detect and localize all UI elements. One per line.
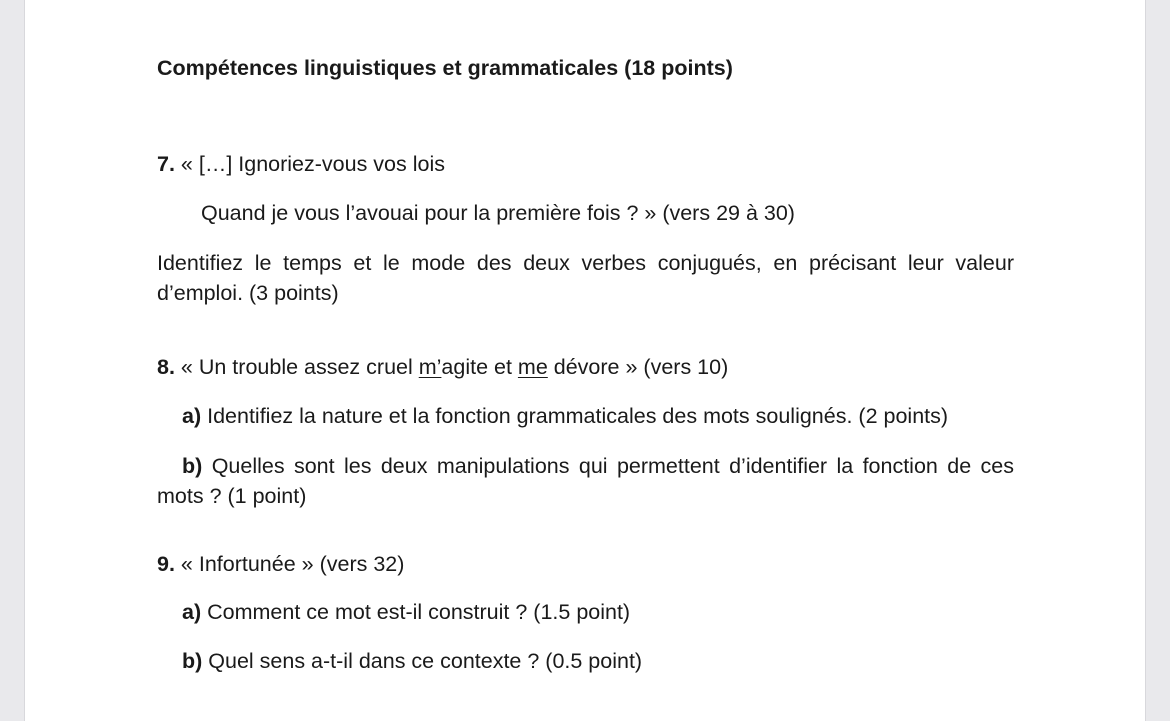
question-9-quote-text: « Infortunée » (vers 32) [180, 552, 405, 576]
section-title: Compétences linguistiques et grammaticales (18 points) [157, 56, 733, 80]
question-8-quote-start: « Un trouble assez cruel [180, 355, 419, 379]
question-8-quote-mid: agite et [441, 355, 518, 379]
question-8b-text: Quelles sont les deux manipulations qui permettent d’identifier la fonction de ces mots ? (1 point) [157, 454, 1015, 508]
question-7-quote-line-2: Quand je vous l’avouai pour la première fois ? » (vers 29 à 30) [201, 201, 795, 225]
question-7-quote-text: « […] Ignoriez-vous vos lois [180, 152, 446, 176]
question-9a [182, 597, 630, 627]
document-page [24, 0, 1146, 721]
question-8a-label: a) [182, 404, 202, 428]
question-9b [182, 646, 642, 676]
question-8a [182, 401, 948, 431]
question-8-number: 8. [157, 355, 175, 379]
question-9-quote [157, 549, 404, 579]
underlined-word-2: me [517, 355, 548, 379]
question-8-quote-end: dévore » (vers 10) [547, 355, 729, 379]
question-8-quote [157, 352, 728, 382]
question-8b [157, 451, 1014, 511]
question-9b-label: b) [182, 649, 203, 673]
question-7-quote-line-1 [157, 149, 445, 179]
question-9a-text: Comment ce mot est-il construit ? (1.5 point) [207, 600, 631, 624]
question-8a-text: Identifiez la nature et la fonction grammaticales des mots soulignés. (2 points) [207, 404, 949, 428]
underlined-word-1: m’ [418, 355, 442, 379]
question-9a-label: a) [182, 600, 202, 624]
question-8b-label: b) [182, 454, 203, 478]
question-9-number: 9. [157, 552, 175, 576]
question-7-number: 7. [157, 152, 175, 176]
question-9b-text: Quel sens a-t-il dans ce contexte ? (0.5 point) [208, 649, 643, 673]
question-7-instruction: Identifiez le temps et le mode des deux verbes conjugués, en précisant leur valeur d’emploi. (3 points) [157, 251, 1014, 305]
